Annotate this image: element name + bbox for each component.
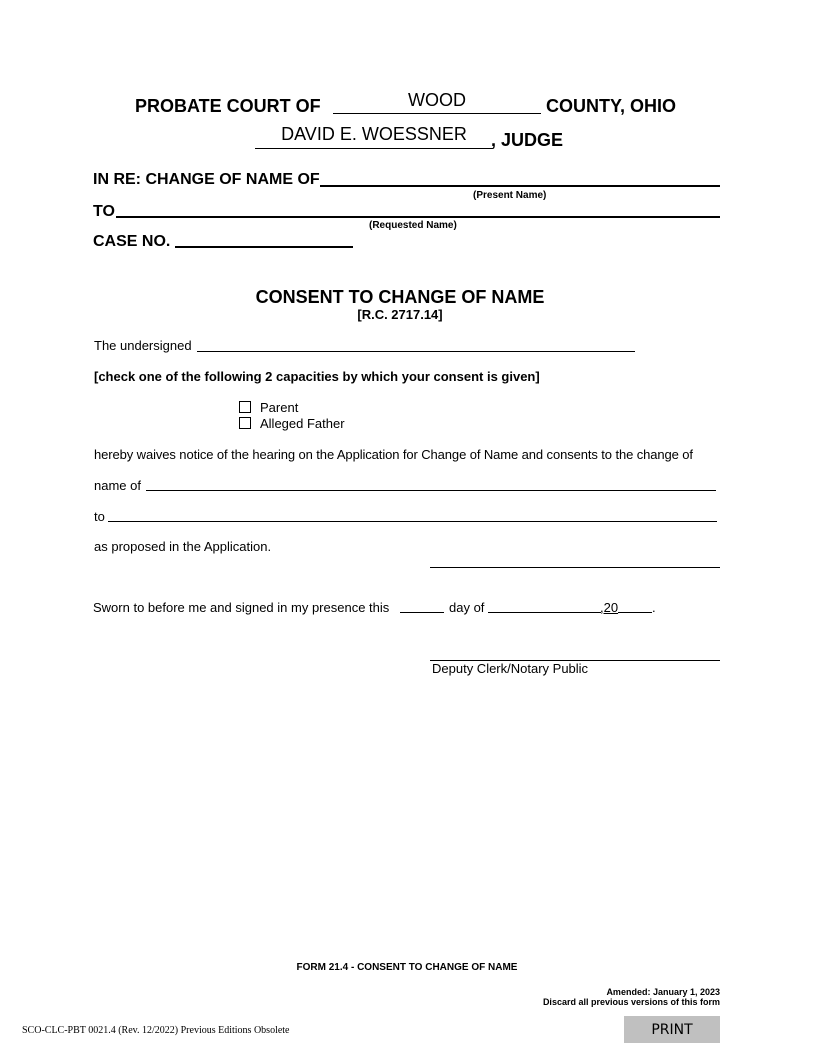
judge-underline: [255, 148, 493, 149]
undersigned-field[interactable]: [199, 336, 633, 352]
alleged-father-label: Alleged Father: [260, 416, 345, 431]
capacity-instruction: [check one of the following 2 capacities by which your consent is given]: [94, 369, 540, 384]
court-prefix: PROBATE COURT OF: [135, 96, 321, 116]
month-field[interactable]: [489, 597, 600, 613]
form-title: CONSENT TO CHANGE OF NAME: [255, 287, 545, 307]
footer-form-title: FORM 21.4 - CONSENT TO CHANGE OF NAME: [296, 962, 518, 973]
year-field[interactable]: [619, 597, 651, 613]
consenter-signature-line: [430, 567, 720, 568]
county-field[interactable]: [333, 89, 541, 111]
case-no-field[interactable]: [177, 229, 351, 247]
name-of-field[interactable]: [148, 475, 714, 491]
discard-notice: Discard all previous versions of this form: [542, 997, 720, 1007]
print-button[interactable]: PRINT: [624, 1016, 720, 1043]
notary-label: Deputy Clerk/Notary Public: [432, 661, 589, 676]
parent-checkbox[interactable]: [239, 401, 251, 413]
sworn-text: Sworn to before me and signed in my presence this: [93, 600, 390, 615]
proposed-text: as proposed in the Application.: [94, 539, 272, 554]
undersigned-label: The undersigned: [94, 338, 192, 353]
day-field[interactable]: [401, 597, 443, 613]
judge-field[interactable]: [255, 123, 493, 145]
amended-date: Amended: January 1, 2023: [606, 987, 720, 997]
day-of-label: day of: [449, 600, 485, 615]
present-name-hint: (Present Name): [473, 190, 547, 201]
to-label: TO: [93, 203, 115, 220]
name-of-label: name of: [94, 478, 141, 493]
to-field[interactable]: [110, 506, 715, 522]
jurat-period: .: [652, 600, 656, 615]
requested-name-field[interactable]: [118, 199, 718, 217]
judge-suffix: , JUDGE: [491, 130, 564, 150]
year-prefix: ,20: [600, 600, 619, 615]
in-re-label: IN RE: CHANGE OF NAME OF: [93, 171, 320, 188]
consenter-signature-field[interactable]: [432, 550, 718, 566]
alleged-father-checkbox[interactable]: [239, 417, 251, 429]
form-code: SCO-CLC-PBT 0021.4 (Rev. 12/2022) Previous Editions Obsolete: [22, 1025, 290, 1036]
county-suffix: COUNTY, OHIO: [546, 96, 677, 116]
waiver-text: hereby waives notice of the hearing on the Application for Change of Name and consents to the change of: [94, 447, 693, 462]
county-underline: [333, 113, 541, 114]
notary-signature-field[interactable]: [432, 643, 718, 659]
statute-reference: [R.C. 2717.14]: [357, 307, 443, 322]
requested-name-hint: (Requested Name): [369, 220, 457, 231]
case-no-label: CASE NO.: [93, 233, 171, 250]
present-name-field[interactable]: [322, 168, 718, 186]
to-label-body: to: [94, 509, 105, 524]
parent-label: Parent: [260, 400, 299, 415]
